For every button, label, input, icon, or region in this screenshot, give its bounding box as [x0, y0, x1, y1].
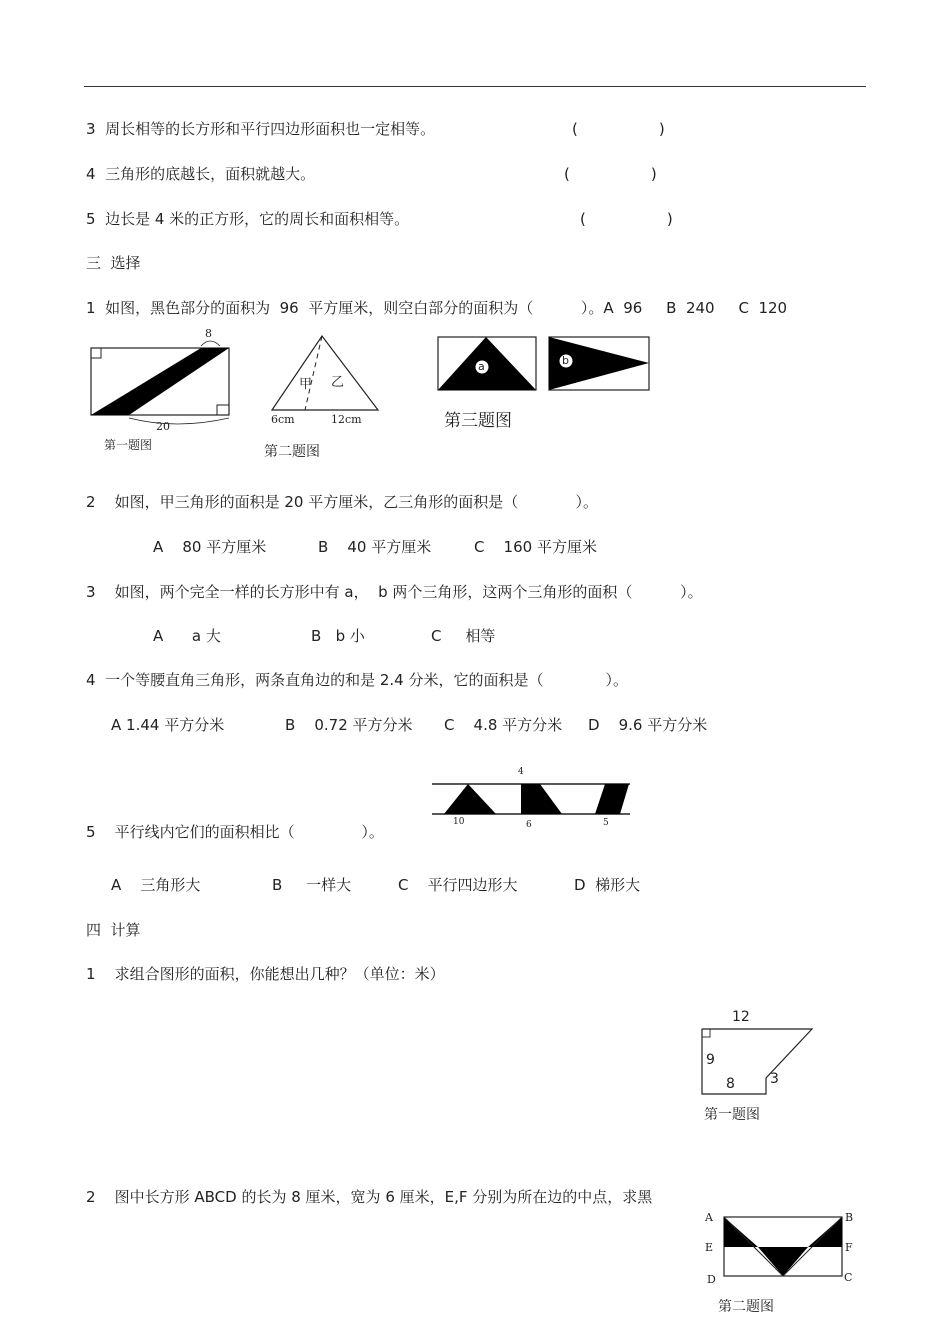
- question-2-option-b[interactable]: B 40 平方厘米: [318, 538, 432, 556]
- figure-1: [86, 326, 236, 426]
- question-3-option-a[interactable]: A a 大: [153, 627, 221, 645]
- calc-figure-2-label-a: A: [705, 1211, 713, 1224]
- calc-figure-2: [722, 1214, 844, 1280]
- calc-figure-2-label-f: F: [845, 1241, 853, 1254]
- figure-2: [270, 334, 382, 414]
- tf-item-4: 4 三角形的底越长，面积就越大。: [86, 165, 316, 183]
- calc-figure-2-label-c: C: [844, 1271, 853, 1284]
- top-rule: [84, 86, 866, 87]
- question-2-option-a[interactable]: A 80 平方厘米: [153, 538, 267, 556]
- calc-figure-1-top: 12: [732, 1009, 750, 1025]
- tf-answer-paren-4[interactable]: ( ): [564, 165, 657, 183]
- figure-3: [437, 336, 653, 392]
- tf-item-3: 3 周长相等的长方形和平行四边形面积也一定相等。: [86, 120, 436, 138]
- question-3: 3 如图，两个完全一样的长方形中有 a， b 两个三角形，这两个三角形的面积（ ）。: [86, 583, 703, 601]
- question-5: 5 平行线内它们的面积相比（ ）。: [86, 823, 384, 841]
- question-5-option-c[interactable]: C 平行四边形大: [398, 876, 518, 894]
- question-4-option-c[interactable]: C 4.8 平方分米: [444, 716, 563, 734]
- question-4-option-a[interactable]: A 1.44 平方分米: [111, 716, 225, 734]
- question-5-option-d[interactable]: D 梯形大: [574, 876, 641, 894]
- figure-3-caption: 第三题图: [444, 411, 512, 431]
- figure-1-top-label: 8: [205, 327, 212, 340]
- calc-figure-2-label-b: B: [845, 1211, 854, 1224]
- question-5-option-a[interactable]: A 三角形大: [111, 876, 201, 894]
- question-5-option-b[interactable]: B 一样大: [272, 876, 352, 894]
- figure-2-base-right: 12cm: [331, 413, 362, 426]
- figure-2-base-left: 6cm: [271, 413, 295, 426]
- figure-3-label-b: b: [562, 354, 569, 367]
- calc-figure-1-left: 9: [706, 1052, 715, 1068]
- calc-figure-2-label-e: E: [705, 1241, 714, 1254]
- question-3-option-b[interactable]: B b 小: [311, 627, 365, 645]
- figure-2-label-yi: 乙: [331, 375, 345, 390]
- calc-question-2: 2 图中长方形 ABCD 的长为 8 厘米，宽为 6 厘米，E,F 分别为所在边的中点，求黑: [86, 1188, 653, 1206]
- question-5-figure-label-5: 5: [603, 818, 609, 828]
- calc-figure-2-label-d: D: [707, 1273, 716, 1286]
- calc-question-1: 1 求组合图形的面积，你能想出几种？（单位：米）: [86, 965, 445, 983]
- question-2: 2 如图，甲三角形的面积是 20 平方厘米，乙三角形的面积是（ ）。: [86, 493, 598, 511]
- calc-figure-1-caption: 第一题图: [704, 1107, 760, 1123]
- calc-figure-1: [700, 1026, 816, 1098]
- question-2-option-c[interactable]: C 160 平方厘米: [474, 538, 597, 556]
- tf-answer-paren-5[interactable]: ( ): [580, 210, 673, 228]
- question-5-figure: [432, 779, 632, 819]
- figure-2-label-jia: 甲: [299, 377, 313, 392]
- question-5-figure-label-10: 10: [453, 817, 465, 827]
- figure-2-caption: 第二题图: [264, 444, 320, 460]
- question-4: 4 一个等腰直角三角形，两条直角边的和是 2.4 分米，它的面积是（ ）。: [86, 671, 628, 689]
- figure-1-caption: 第一题图: [104, 438, 153, 452]
- question-4-option-d[interactable]: D 9.6 平方分米: [588, 716, 708, 734]
- section-heading-calculation: 四 计算: [86, 921, 141, 939]
- section-heading-choice: 三 选择: [86, 254, 141, 272]
- calc-figure-1-bottom: 8: [726, 1076, 735, 1092]
- question-5-figure-top: 4: [518, 767, 524, 777]
- question-1: 1 如图，黑色部分的面积为 96 平方厘米，则空白部分的面积为（ ）。A 96 B 240 C 120: [86, 299, 788, 317]
- question-4-option-b[interactable]: B 0.72 平方分米: [285, 716, 413, 734]
- tf-answer-paren-3[interactable]: ( ): [572, 120, 665, 138]
- tf-item-5: 5 边长是 4 米的正方形，它的周长和面积相等。: [86, 210, 410, 228]
- figure-3-label-a: a: [478, 360, 485, 373]
- question-5-figure-label-6: 6: [526, 820, 532, 830]
- figure-1-bottom-label: 20: [156, 420, 170, 433]
- calc-figure-1-right: 3: [770, 1071, 779, 1087]
- question-3-option-c[interactable]: C 相等: [431, 627, 496, 645]
- calc-figure-2-caption: 第二题图: [718, 1299, 774, 1315]
